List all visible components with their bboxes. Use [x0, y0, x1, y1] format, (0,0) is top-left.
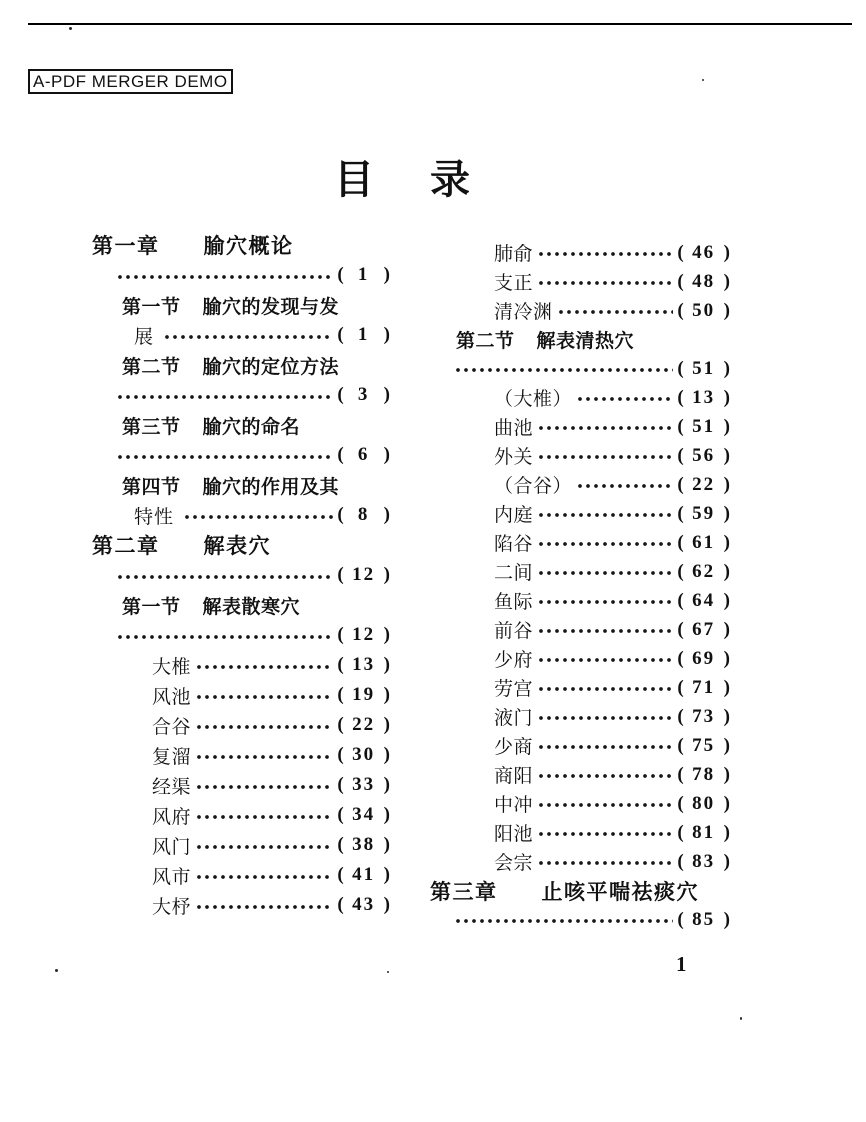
- paren-open: (: [677, 386, 684, 408]
- dotted-leader: [181, 500, 333, 530]
- paren-open: (: [337, 654, 344, 675]
- page-number: 1: [357, 324, 370, 345]
- section-title: 腧穴的发现与发: [202, 296, 340, 318]
- acupoint-name: 风市: [152, 866, 192, 888]
- title-char-lu: 录: [430, 157, 470, 202]
- page-number: 3: [357, 384, 370, 405]
- page-number: 80: [692, 792, 716, 814]
- toc-row-section: [430, 325, 730, 354]
- toc-row-item: [92, 770, 390, 800]
- page-number: 1: [357, 264, 370, 285]
- toc-row-wrap: [92, 320, 390, 350]
- toc-row-item: [430, 267, 730, 296]
- acupoint-name: 少府: [494, 650, 534, 671]
- chapter-label: 第三章: [430, 879, 498, 904]
- paren-close: ): [723, 241, 730, 263]
- title-char-mu: 目: [334, 157, 374, 202]
- paren-close: ): [383, 834, 390, 855]
- toc-row-leader: [92, 380, 390, 410]
- paren-open: (: [677, 357, 684, 379]
- paren-close: ): [723, 386, 730, 408]
- dotted-leader: [535, 818, 673, 847]
- toc-row-item: [430, 615, 730, 644]
- section-label: 第三节: [122, 416, 181, 438]
- toc-row-item: [430, 586, 730, 615]
- paren-close: ): [383, 864, 390, 885]
- toc-row-item: [430, 644, 730, 673]
- section-label: 第一节: [122, 596, 181, 618]
- toc-row-chapter: [430, 876, 730, 905]
- paren-open: (: [677, 850, 684, 872]
- page-ref: [677, 242, 730, 264]
- acupoint-name: 商阳: [494, 766, 534, 787]
- paren-close: ): [723, 734, 730, 756]
- paren-close: ): [723, 560, 730, 582]
- paren-open: (: [337, 444, 344, 465]
- toc-row-item: [430, 702, 730, 731]
- page-ref: [337, 384, 390, 406]
- page-number: 22: [692, 473, 716, 495]
- toc-row-item: [92, 740, 390, 770]
- dotted-leader: [193, 770, 333, 800]
- page-number: 51: [692, 415, 716, 437]
- toc-row-item: [92, 680, 390, 710]
- acupoint-name: 前谷: [494, 621, 534, 642]
- dotted-leader: [535, 499, 673, 528]
- acupoint-name: 合谷: [152, 716, 192, 738]
- dotted-leader: [555, 296, 674, 325]
- chapter-title: 解表穴: [203, 534, 271, 558]
- section-label: 第一节: [122, 296, 181, 318]
- acupoint-name: 液门: [494, 708, 534, 729]
- paren-open: (: [337, 684, 344, 705]
- toc-row-leader: [92, 440, 390, 470]
- paren-open: (: [677, 618, 684, 640]
- toc-row-item: [430, 528, 730, 557]
- page-ref: [677, 909, 730, 931]
- page-number: 12: [352, 564, 376, 585]
- page-number: 48: [692, 270, 716, 292]
- chapter-title: 腧穴概论: [203, 234, 294, 258]
- dotted-leader: [535, 267, 673, 296]
- acupoint-name: 风池: [152, 686, 192, 708]
- toc-row-item: [92, 890, 390, 920]
- paren-open: (: [677, 763, 684, 785]
- page-title: [334, 158, 470, 202]
- paren-close: ): [383, 384, 390, 405]
- paren-close: ): [383, 504, 390, 525]
- toc-row-item: [92, 650, 390, 680]
- paren-open: (: [337, 834, 344, 855]
- dotted-leader: [193, 860, 333, 890]
- dotted-leader: [193, 830, 333, 860]
- page-ref: [337, 264, 390, 286]
- paren-open: (: [337, 804, 344, 825]
- paren-close: ): [723, 908, 730, 930]
- page-ref: [677, 706, 730, 728]
- dotted-leader: [535, 731, 673, 760]
- page-ref: [677, 503, 730, 525]
- page-number: 64: [692, 589, 716, 611]
- paren-open: (: [337, 324, 344, 345]
- toc-row-section: [92, 590, 390, 620]
- page-number: 73: [692, 705, 716, 727]
- paren-open: (: [677, 821, 684, 843]
- wrap-text: 特性: [134, 506, 175, 528]
- page-number: 13: [692, 386, 716, 408]
- toc-row-item: [430, 296, 730, 325]
- section-label: 第四节: [122, 476, 181, 498]
- section-label: 第二节: [122, 356, 181, 378]
- section-title: 腧穴的作用及其: [202, 476, 340, 498]
- toc-row-item: [430, 789, 730, 818]
- page-ref: [677, 271, 730, 293]
- page-ref: [337, 744, 390, 766]
- toc-row-leader: [92, 560, 390, 590]
- paren-open: (: [677, 270, 684, 292]
- page-number: 38: [352, 834, 376, 855]
- page-ref: [337, 564, 390, 586]
- paren-open: (: [677, 734, 684, 756]
- acupoint-name: 少商: [494, 737, 534, 758]
- acupoint-name: 阳池: [494, 824, 534, 845]
- paren-open: (: [337, 714, 344, 735]
- dotted-leader: [193, 890, 333, 920]
- acupoint-name: 曲池: [494, 418, 534, 439]
- page-ref: [337, 864, 390, 886]
- page-ref: [677, 387, 730, 409]
- chapter-label: 第一章: [92, 234, 160, 258]
- paren-close: ): [383, 744, 390, 765]
- acupoint-name: 风府: [152, 806, 192, 828]
- dotted-leader: [535, 615, 673, 644]
- paren-close: ): [723, 618, 730, 640]
- acupoint-name: 中冲: [494, 795, 534, 816]
- paren-close: ): [383, 624, 390, 645]
- paren-open: (: [677, 705, 684, 727]
- page-ref: [337, 714, 390, 736]
- dotted-leader: [452, 354, 673, 383]
- acupoint-name: 大杼: [152, 896, 192, 918]
- page-ref: [677, 358, 730, 380]
- scan-speck: [702, 79, 704, 81]
- page-number: 75: [692, 734, 716, 756]
- page-ref: [677, 300, 730, 322]
- paren-open: (: [677, 676, 684, 698]
- dotted-leader: [535, 789, 673, 818]
- section-title: 解表清热穴: [536, 331, 635, 352]
- scan-speck: [387, 971, 389, 973]
- toc-row-section: [92, 350, 390, 380]
- page-ref: [337, 774, 390, 796]
- page-number: 6: [357, 444, 370, 465]
- page-number: 13: [352, 654, 376, 675]
- paren-close: ): [723, 415, 730, 437]
- paren-close: ): [383, 894, 390, 915]
- page-number: 22: [352, 714, 376, 735]
- toc-row-leader: [92, 260, 390, 290]
- dotted-leader: [114, 440, 333, 470]
- toc-row-item: [430, 818, 730, 847]
- paren-close: ): [723, 299, 730, 321]
- paren-close: ): [723, 473, 730, 495]
- toc-row-leader: [430, 905, 730, 934]
- dotted-leader: [535, 673, 673, 702]
- toc-row-section: [92, 410, 390, 440]
- page-ref: [677, 532, 730, 554]
- paren-open: (: [337, 624, 344, 645]
- dotted-leader: [452, 905, 673, 934]
- toc-column-right: [430, 238, 730, 934]
- page-number: 19: [352, 684, 376, 705]
- toc-row-item: [92, 710, 390, 740]
- dotted-leader: [535, 238, 673, 267]
- paren-close: ): [383, 444, 390, 465]
- acupoint-name: 二间: [494, 563, 534, 584]
- paren-open: (: [677, 241, 684, 263]
- paren-close: ): [723, 502, 730, 524]
- acupoint-name: 大椎: [152, 656, 192, 678]
- paren-open: (: [337, 864, 344, 885]
- dotted-leader: [574, 470, 673, 499]
- scan-speck: [69, 27, 72, 30]
- page-number: 56: [692, 444, 716, 466]
- page-ref: [677, 677, 730, 699]
- paren-open: (: [337, 894, 344, 915]
- page-ref: [677, 561, 730, 583]
- acupoint-name: 会宗: [494, 853, 534, 874]
- toc-row-item: [430, 760, 730, 789]
- paren-open: (: [337, 564, 344, 585]
- paren-close: ): [383, 774, 390, 795]
- paren-close: ): [723, 821, 730, 843]
- dotted-leader: [535, 760, 673, 789]
- acupoint-name: 鱼际: [494, 592, 534, 613]
- dotted-leader: [193, 650, 333, 680]
- toc-row-wrap: [92, 500, 390, 530]
- dotted-leader: [193, 710, 333, 740]
- dotted-leader: [535, 847, 673, 876]
- page-number: 33: [352, 774, 376, 795]
- scan-speck: [740, 1017, 742, 1020]
- paren-open: (: [337, 744, 344, 765]
- section-title: 腧穴的定位方法: [202, 356, 340, 378]
- dotted-leader: [535, 412, 673, 441]
- page-number: 8: [357, 504, 370, 525]
- page-number: 46: [692, 241, 716, 263]
- paren-close: ): [383, 714, 390, 735]
- paren-close: ): [723, 270, 730, 292]
- page-ref: [677, 851, 730, 873]
- paren-close: ): [383, 264, 390, 285]
- paren-open: (: [677, 444, 684, 466]
- paren-close: ): [383, 654, 390, 675]
- paren-open: (: [677, 473, 684, 495]
- toc-row-section: [92, 290, 390, 320]
- paren-open: (: [677, 792, 684, 814]
- toc-row-item: [430, 383, 730, 412]
- page-ref: [677, 735, 730, 757]
- paren-open: (: [677, 531, 684, 553]
- paren-open: (: [677, 589, 684, 611]
- page-number: 78: [692, 763, 716, 785]
- paren-open: (: [337, 774, 344, 795]
- pdf-merger-watermark: A-PDF MERGER DEMO: [28, 69, 233, 94]
- toc-column-left: [92, 230, 390, 920]
- paren-close: ): [383, 324, 390, 345]
- page-ref: [337, 834, 390, 856]
- dotted-leader: [161, 320, 333, 350]
- paren-close: ): [723, 763, 730, 785]
- dotted-leader: [535, 586, 673, 615]
- page-number: 69: [692, 647, 716, 669]
- paren-close: ): [383, 564, 390, 585]
- chapter-title: 止咳平喘祛痰穴: [541, 879, 699, 904]
- toc-row-item: [430, 847, 730, 876]
- page-ref: [677, 619, 730, 641]
- acupoint-name: 内庭: [494, 505, 534, 526]
- page-ref: [677, 474, 730, 496]
- toc-row-item: [92, 830, 390, 860]
- paren-close: ): [723, 531, 730, 553]
- page-number: 43: [352, 894, 376, 915]
- paren-close: ): [723, 792, 730, 814]
- page-ref: [337, 624, 390, 646]
- dotted-leader: [193, 680, 333, 710]
- dotted-leader: [574, 383, 673, 412]
- paren-close: ): [723, 705, 730, 727]
- page-number: 85: [692, 908, 716, 930]
- toc-row-chapter: [92, 530, 390, 560]
- page-number: 12: [352, 624, 376, 645]
- acupoint-name: 复溜: [152, 746, 192, 768]
- page-ref: [337, 804, 390, 826]
- page-number: 71: [692, 676, 716, 698]
- page-ref: [677, 590, 730, 612]
- page-ref: [337, 654, 390, 676]
- paren-open: (: [677, 647, 684, 669]
- page-ref: [677, 648, 730, 670]
- page-number: 51: [692, 357, 716, 379]
- page-ref: [677, 445, 730, 467]
- page-number: 81: [692, 821, 716, 843]
- paren-open: (: [677, 415, 684, 437]
- acupoint-name: （大椎）: [494, 389, 573, 410]
- toc-row-item: [430, 731, 730, 760]
- section-title: 解表散寒穴: [202, 596, 301, 618]
- dotted-leader: [535, 702, 673, 731]
- page-number: 34: [352, 804, 376, 825]
- page-number: 62: [692, 560, 716, 582]
- acupoint-name: 外关: [494, 447, 534, 468]
- page-ref: [677, 764, 730, 786]
- dotted-leader: [193, 800, 333, 830]
- toc-row-item: [430, 238, 730, 267]
- paren-open: (: [677, 908, 684, 930]
- paren-close: ): [723, 647, 730, 669]
- page-ref: [337, 504, 390, 526]
- scan-speck: [55, 969, 58, 972]
- section-label: 第二节: [456, 331, 515, 352]
- toc-row-item: [430, 412, 730, 441]
- paren-open: (: [337, 504, 344, 525]
- page-number: 30: [352, 744, 376, 765]
- paren-close: ): [723, 357, 730, 379]
- top-rule-line: [28, 23, 852, 25]
- toc-row-leader: [92, 620, 390, 650]
- footer-page-number: 1: [676, 952, 688, 976]
- paren-close: ): [383, 804, 390, 825]
- paren-open: (: [677, 560, 684, 582]
- acupoint-name: 劳宫: [494, 679, 534, 700]
- dotted-leader: [114, 260, 333, 290]
- page-number: 59: [692, 502, 716, 524]
- dotted-leader: [535, 441, 673, 470]
- paren-close: ): [723, 850, 730, 872]
- acupoint-name: 风门: [152, 836, 192, 858]
- toc-row-chapter: [92, 230, 390, 260]
- page-ref: [337, 684, 390, 706]
- paren-close: ): [723, 444, 730, 466]
- page-number: 50: [692, 299, 716, 321]
- paren-open: (: [337, 384, 344, 405]
- page-ref: [337, 324, 390, 346]
- toc-row-item: [430, 499, 730, 528]
- toc-row-item: [430, 441, 730, 470]
- page-number: 67: [692, 618, 716, 640]
- page-ref: [337, 444, 390, 466]
- page-number: 83: [692, 850, 716, 872]
- paren-open: (: [337, 264, 344, 285]
- dotted-leader: [535, 528, 673, 557]
- acupoint-name: 支正: [494, 273, 534, 294]
- toc-row-section: [92, 470, 390, 500]
- dotted-leader: [114, 620, 333, 650]
- page-ref: [677, 822, 730, 844]
- dotted-leader: [114, 380, 333, 410]
- paren-open: (: [677, 502, 684, 524]
- wrap-text: 展: [134, 326, 155, 348]
- page-number: 41: [352, 864, 376, 885]
- paren-close: ): [723, 676, 730, 698]
- paren-open: (: [677, 299, 684, 321]
- paren-close: ): [723, 589, 730, 611]
- toc-row-item: [92, 800, 390, 830]
- page-number: 61: [692, 531, 716, 553]
- section-title: 腧穴的命名: [202, 416, 301, 438]
- chapter-label: 第二章: [92, 534, 160, 558]
- acupoint-name: 肺俞: [494, 244, 534, 265]
- acupoint-name: （合谷）: [494, 476, 573, 497]
- acupoint-name: 清冷渊: [494, 302, 553, 323]
- paren-close: ): [383, 684, 390, 705]
- page-ref: [677, 416, 730, 438]
- toc-row-item: [430, 557, 730, 586]
- toc-row-item: [430, 673, 730, 702]
- toc-row-leader: [430, 354, 730, 383]
- dotted-leader: [535, 557, 673, 586]
- toc-row-item: [430, 470, 730, 499]
- acupoint-name: 经渠: [152, 776, 192, 798]
- dotted-leader: [535, 644, 673, 673]
- page-ref: [337, 894, 390, 916]
- dotted-leader: [114, 560, 333, 590]
- dotted-leader: [193, 740, 333, 770]
- page-ref: [677, 793, 730, 815]
- acupoint-name: 陷谷: [494, 534, 534, 555]
- toc-row-item: [92, 860, 390, 890]
